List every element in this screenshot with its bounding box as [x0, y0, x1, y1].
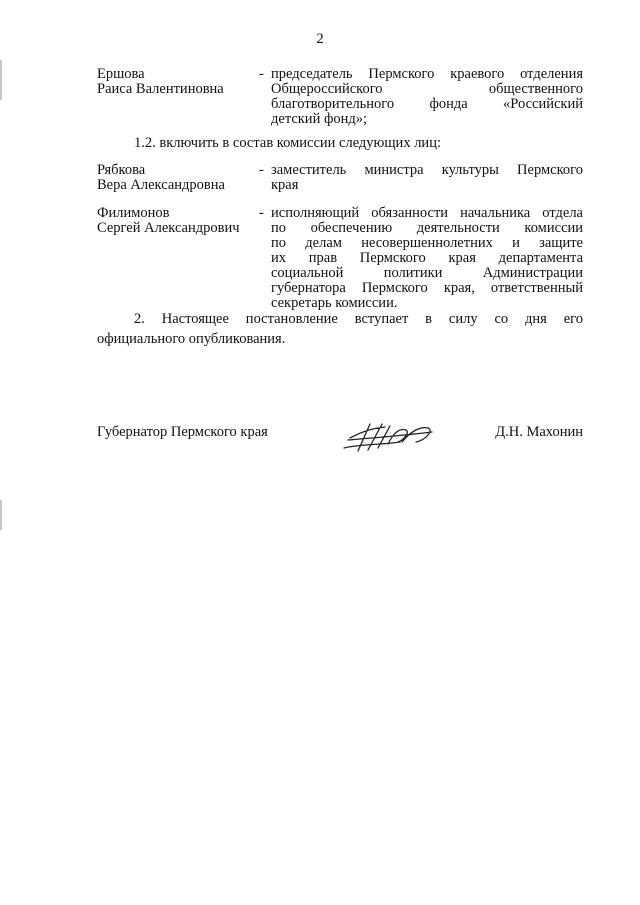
member-position — [271, 67, 583, 127]
paragraph-line: официального опубликования. — [97, 331, 286, 347]
member-name — [97, 67, 259, 127]
member-surname: Ершова — [97, 66, 145, 82]
position-line: Общероссийского общественного — [271, 81, 583, 97]
dash: - — [259, 162, 264, 178]
member-surname: Филимонов — [97, 205, 170, 221]
item-1-2: 1.2. включить в состав комиссии следующих лиц: — [134, 135, 441, 151]
member-position — [271, 206, 583, 311]
signatory-title: Губернатор Пермского края — [97, 424, 268, 440]
position-line: края — [271, 177, 299, 193]
dash: - — [259, 205, 264, 221]
position-line: председатель Пермского краевого отделения — [271, 66, 583, 82]
member-row-ryabkova — [97, 163, 583, 193]
item-2 — [97, 309, 583, 349]
position-line: секретарь комиссии. — [271, 295, 398, 311]
position-line: их прав Пермского края департамента — [271, 250, 583, 266]
dash: - — [259, 66, 264, 82]
member-name — [97, 163, 259, 193]
member-surname: Рябкова — [97, 162, 146, 178]
signature-block — [97, 418, 583, 458]
member-name — [97, 206, 259, 311]
scan-edge-mark — [0, 500, 2, 530]
member-given-names: Раиса Валентиновна — [97, 81, 224, 97]
position-line: по обеспечению деятельности комиссии — [271, 220, 583, 236]
position-line: благотворительного фонда «Российский — [271, 96, 583, 112]
handwritten-signature — [340, 418, 440, 454]
position-line: исполняющий обязанности начальника отдела — [271, 205, 583, 221]
page-number: 2 — [316, 31, 324, 47]
member-given-names: Вера Александровна — [97, 177, 225, 193]
member-row-filimonov — [97, 206, 583, 311]
member-given-names: Сергей Александрович — [97, 220, 240, 236]
member-position — [271, 163, 583, 193]
scan-edge-mark — [0, 60, 2, 100]
position-line: по делам несовершеннолетних и защите — [271, 235, 583, 251]
member-row-ershova — [97, 67, 583, 127]
position-line: губернатора Пермского края, ответственный — [271, 280, 583, 296]
position-line: социальной политики Администрации — [271, 265, 583, 281]
paragraph-line: 2. Настоящее постановление вступает в силу со дня его — [134, 311, 583, 327]
signatory-name: Д.Н. Махонин — [495, 424, 583, 440]
position-line: заместитель министра культуры Пермского — [271, 162, 583, 178]
position-line: детский фонд»; — [271, 111, 368, 127]
